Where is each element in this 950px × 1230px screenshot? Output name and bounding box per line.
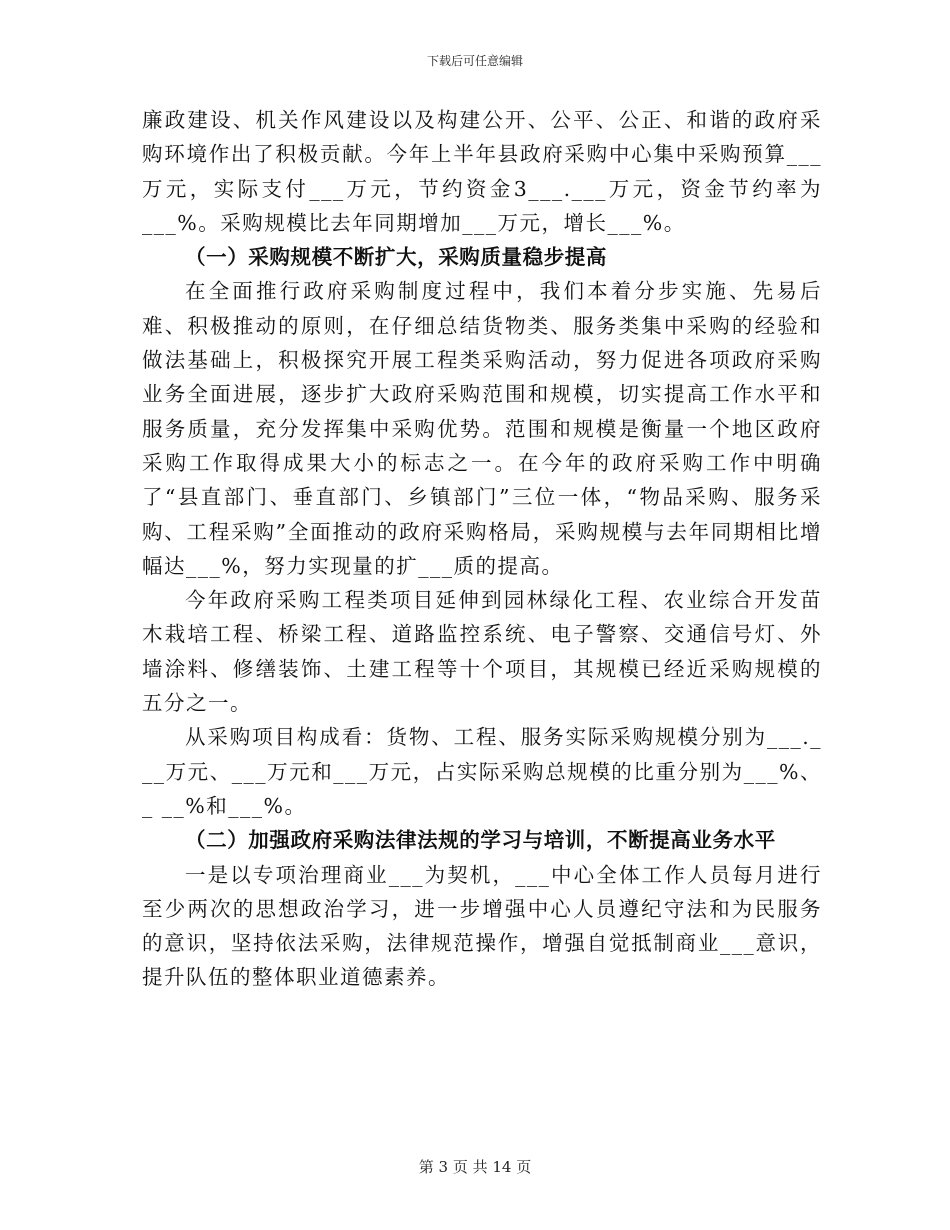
paragraph: 在全面推行政府采购制度过程中，我们本着分步实施、先易后难、积极推动的原则，在仔细总结货物类、服务类集中采购的经验和做法基础上，积极探究开展工程类采购活动，努力促进各项政府采购业务全面进展，逐步扩大政府采购范围和规模，切实提高工作水平和服务质量，充分发挥集中采购优势。范围和规模是衡量一个地区政府采购工作取得成果大小的标志之一。在今年的政府采购工作中明确了“县直部门、垂直部门、乡镇部门”三位一体，“物品采购、服务采购、工程采购”全面推动的政府采购格局，采购规模与去年同期相比增幅达___%，努力实现量的扩___质的提高。 [142, 279, 822, 578]
paragraph: 一是以专项治理商业___为契机，___中心全体工作人员每月进行至少两次的思想政治学习，进一步增强中心人员遵纪守法和为民服务的意识，坚持依法采购，法律规范操作，增强自觉抵制商业___意识，提升队伍的整体职业道德素养。 [142, 862, 822, 990]
section-heading-1: （一）采购规模不断扩大，采购质量稳步提高 [185, 245, 607, 270]
paragraph: 从采购项目构成看：货物、工程、服务实际采购规模分别为___._ __万元、___万元和___万元，占实际采购总规模的比重分别为___%、_ __%和___%。 [142, 725, 822, 818]
page-header: 下载后可任意编辑 [426, 54, 523, 68]
document-body [142, 103, 822, 995]
section-heading-2: （二）加强政府采购法律法规的学习与培训，不断提高业务水平 [185, 828, 776, 853]
paragraph-continuation: 廉政建设、机关作风建设以及构建公开、公平、公正、和谐的政府采购环境作出了积极贡献。今年上半年县政府采购中心集中采购预算___万元，实际支付___万元，节约资金3___.___万元，资金节约率为___%。采购规模比去年同期增加___万元，增长___%。 [142, 108, 822, 235]
page-number: 第 3 页 共 14 页 [418, 1158, 532, 1176]
paragraph: 今年政府采购工程类项目延伸到园林绿化工程、农业综合开发苗木栽培工程、桥梁工程、道路监控系统、电子警察、交通信号灯、外墙涂料、修缮装饰、土建工程等十个项目，其规模已经近采购规模的五分之一。 [142, 588, 822, 716]
